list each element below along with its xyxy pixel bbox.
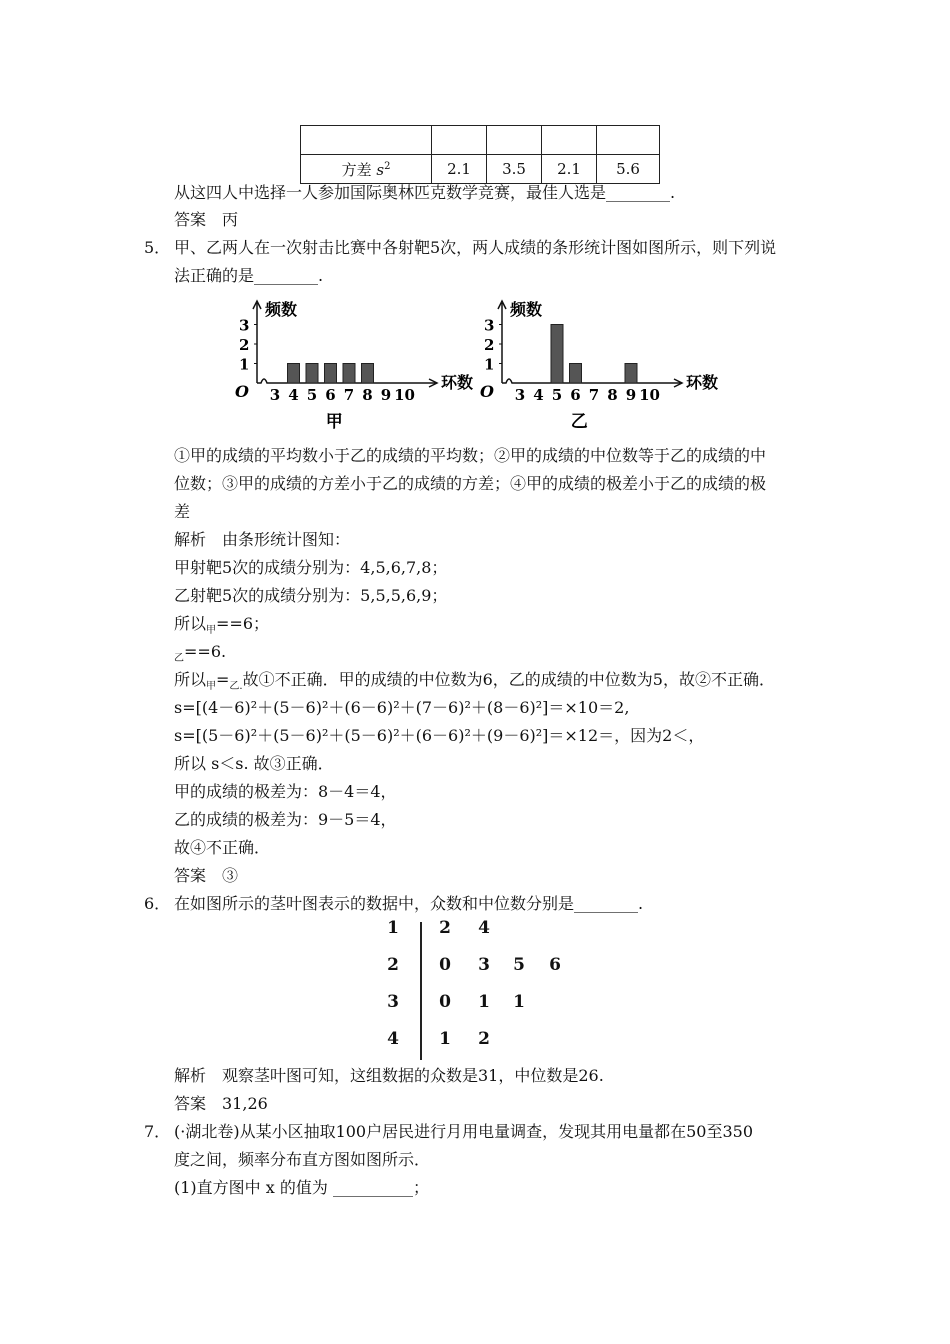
table-cell <box>542 126 597 155</box>
q5-options-3: 差 <box>174 502 191 521</box>
origin-label: O <box>480 382 494 401</box>
origin-label: O <box>235 382 249 401</box>
q4-answer: 答案 丙 <box>174 210 239 229</box>
table-cell <box>432 126 487 155</box>
x-tick-label: 7 <box>343 386 355 404</box>
leaf: 2 <box>439 918 451 938</box>
x-axis-label: 环数 <box>441 373 474 392</box>
table-cell <box>487 126 542 155</box>
bar <box>306 364 318 384</box>
stem: 4 <box>387 1029 399 1049</box>
q7-line2: 度之间，频率分布直方图如图所示． <box>174 1150 431 1169</box>
chart-title: 乙 <box>570 412 588 432</box>
x-tick-label: 7 <box>588 386 600 404</box>
x-tick-label: 5 <box>551 386 563 404</box>
x-tick-label: 3 <box>269 386 281 404</box>
y-tick-label: 1 <box>484 355 495 374</box>
leaf: 0 <box>439 955 451 975</box>
bar <box>325 364 337 384</box>
q6-text: 在如图所示的茎叶图表示的数据中，众数和中位数分别是________. <box>174 894 644 913</box>
x-tick-label: 4 <box>533 386 544 404</box>
bar <box>625 364 637 384</box>
q5-sol-9: 所以 s＜s. 故③正确． <box>174 754 334 773</box>
sol-text: ==6； <box>216 614 270 633</box>
y-tick-label: 2 <box>239 336 250 354</box>
table-row <box>301 155 660 184</box>
x-tick-label: 6 <box>325 386 336 404</box>
stem: 3 <box>387 992 399 1012</box>
x-axis-label: 环数 <box>686 373 719 392</box>
y-axis-label: 频数 <box>265 300 298 319</box>
q5-sol-6 <box>174 670 775 697</box>
stem: 1 <box>387 918 399 938</box>
sol-sub: 乙. <box>229 681 243 693</box>
bar <box>288 364 300 384</box>
sol-sub: 甲 <box>206 681 217 693</box>
label-var: s <box>376 160 385 179</box>
variance-label <box>301 155 432 184</box>
label-prefix: 方差 <box>341 160 372 179</box>
y-tick-label: 3 <box>484 316 495 335</box>
q6-answer: 答案 31,26 <box>174 1094 268 1113</box>
label-sup: 2 <box>384 160 391 172</box>
y-tick-label: 3 <box>239 316 250 335</box>
y-tick-label: 1 <box>239 355 250 374</box>
variance-table <box>300 125 660 184</box>
bar <box>570 364 582 384</box>
table-cell <box>301 126 432 155</box>
q5-answer: 答案 ③ <box>174 866 239 885</box>
y-axis-label: 频数 <box>510 300 543 319</box>
q5-options-2: 位数；③甲的成绩的方差小于乙的成绩的方差；④甲的成绩的极差小于乙的成绩的极 <box>174 474 767 493</box>
q5-line1: 甲、乙两人在一次射击比赛中各射靶5次，两人成绩的条形统计图如图所示，则下列说 <box>174 238 777 257</box>
leaf: 1 <box>439 1029 451 1049</box>
leaf: 6 <box>549 955 561 975</box>
q5-line2: 法正确的是________. <box>174 266 324 285</box>
bar-chart-yi <box>470 295 720 435</box>
q5-sol-5 <box>174 642 226 669</box>
q7-part1: (1)直方图中 x 的值为 __________； <box>174 1178 429 1197</box>
leaf: 3 <box>478 955 490 975</box>
sol-text: 所以 <box>174 614 207 633</box>
x-tick-label: 8 <box>607 386 618 404</box>
variance-value: 2.1 <box>542 155 597 184</box>
sol-text: ==6. <box>184 642 227 661</box>
leaf: 4 <box>478 918 490 938</box>
y-tick-label: 2 <box>484 336 495 354</box>
q7-line1: (·湖北卷)从某小区抽取100户居民进行月用电量调查，发现其用电量都在50至350 <box>174 1122 754 1141</box>
x-tick-label: 10 <box>639 386 660 404</box>
sol-text: = <box>216 670 230 689</box>
stem: 2 <box>387 955 399 975</box>
sol-sub: 甲 <box>206 625 217 637</box>
q5-sol-10: 甲的成绩的极差为：8－4＝4， <box>174 782 397 801</box>
variance-value: 3.5 <box>487 155 542 184</box>
q6-number: 6． <box>144 894 171 913</box>
x-tick-label: 4 <box>288 386 299 404</box>
bar <box>362 364 374 384</box>
variance-value: 5.6 <box>597 155 660 184</box>
stem-leaf-divider <box>420 922 422 1060</box>
bar-chart-jia <box>225 295 474 435</box>
q5-sol-11: 乙的成绩的极差为：9－5＝4， <box>174 810 397 829</box>
leaf: 5 <box>513 955 525 975</box>
q4-text: 从这四人中选择一人参加国际奥林匹克数学竞赛，最佳人选是________. <box>174 183 676 202</box>
q5-sol-3: 乙射靶5次的成绩分别为：5,5,5,6,9； <box>174 586 448 605</box>
x-tick-label: 3 <box>514 386 526 404</box>
x-tick-label: 8 <box>362 386 373 404</box>
x-tick-label: 9 <box>625 386 637 404</box>
q7-number: 7． <box>144 1122 171 1141</box>
q5-sol-1: 解析 由条形统计图知： <box>174 530 351 549</box>
x-tick-label: 6 <box>570 386 581 404</box>
sol-text: 故①不正确．甲的成绩的中位数为6，乙的成绩的中位数为5，故②不正确． <box>242 670 775 689</box>
chart-title: 甲 <box>325 412 343 432</box>
leaf: 0 <box>439 992 451 1012</box>
q5-number: 5． <box>144 238 171 257</box>
table-row <box>301 126 660 155</box>
bar <box>551 325 563 384</box>
sol-text: 所以 <box>174 670 207 689</box>
leaf: 1 <box>513 992 525 1012</box>
variance-value: 2.1 <box>432 155 487 184</box>
x-tick-label: 10 <box>394 386 415 404</box>
table-cell <box>597 126 660 155</box>
sol-sub: 乙 <box>174 653 184 665</box>
x-tick-label: 5 <box>306 386 318 404</box>
leaf: 1 <box>478 992 490 1012</box>
q5-sol-7: s=[(4－6)²＋(5－6)²＋(6－6)²＋(7－6)²＋(8－6)²]＝×10＝2, <box>174 698 630 717</box>
x-tick-label: 9 <box>380 386 392 404</box>
q5-sol-4 <box>174 614 269 641</box>
leaf: 2 <box>478 1029 490 1049</box>
q5-sol-2: 甲射靶5次的成绩分别为：4,5,6,7,8； <box>174 558 448 577</box>
q5-sol-8: s=[(5－6)²＋(5－6)²＋(5－6)²＋(6－6)²＋(9－6)²]＝×12＝，因为2＜， <box>174 726 705 745</box>
q5-sol-12: 故④不正确． <box>174 838 271 857</box>
bar <box>343 364 355 384</box>
q5-options-1: ①甲的成绩的平均数小于乙的成绩的平均数；②甲的成绩的中位数等于乙的成绩的中 <box>174 446 767 465</box>
q6-sol: 解析 观察茎叶图可知，这组数据的众数是31，中位数是26. <box>174 1066 604 1085</box>
x-axis <box>502 379 682 383</box>
